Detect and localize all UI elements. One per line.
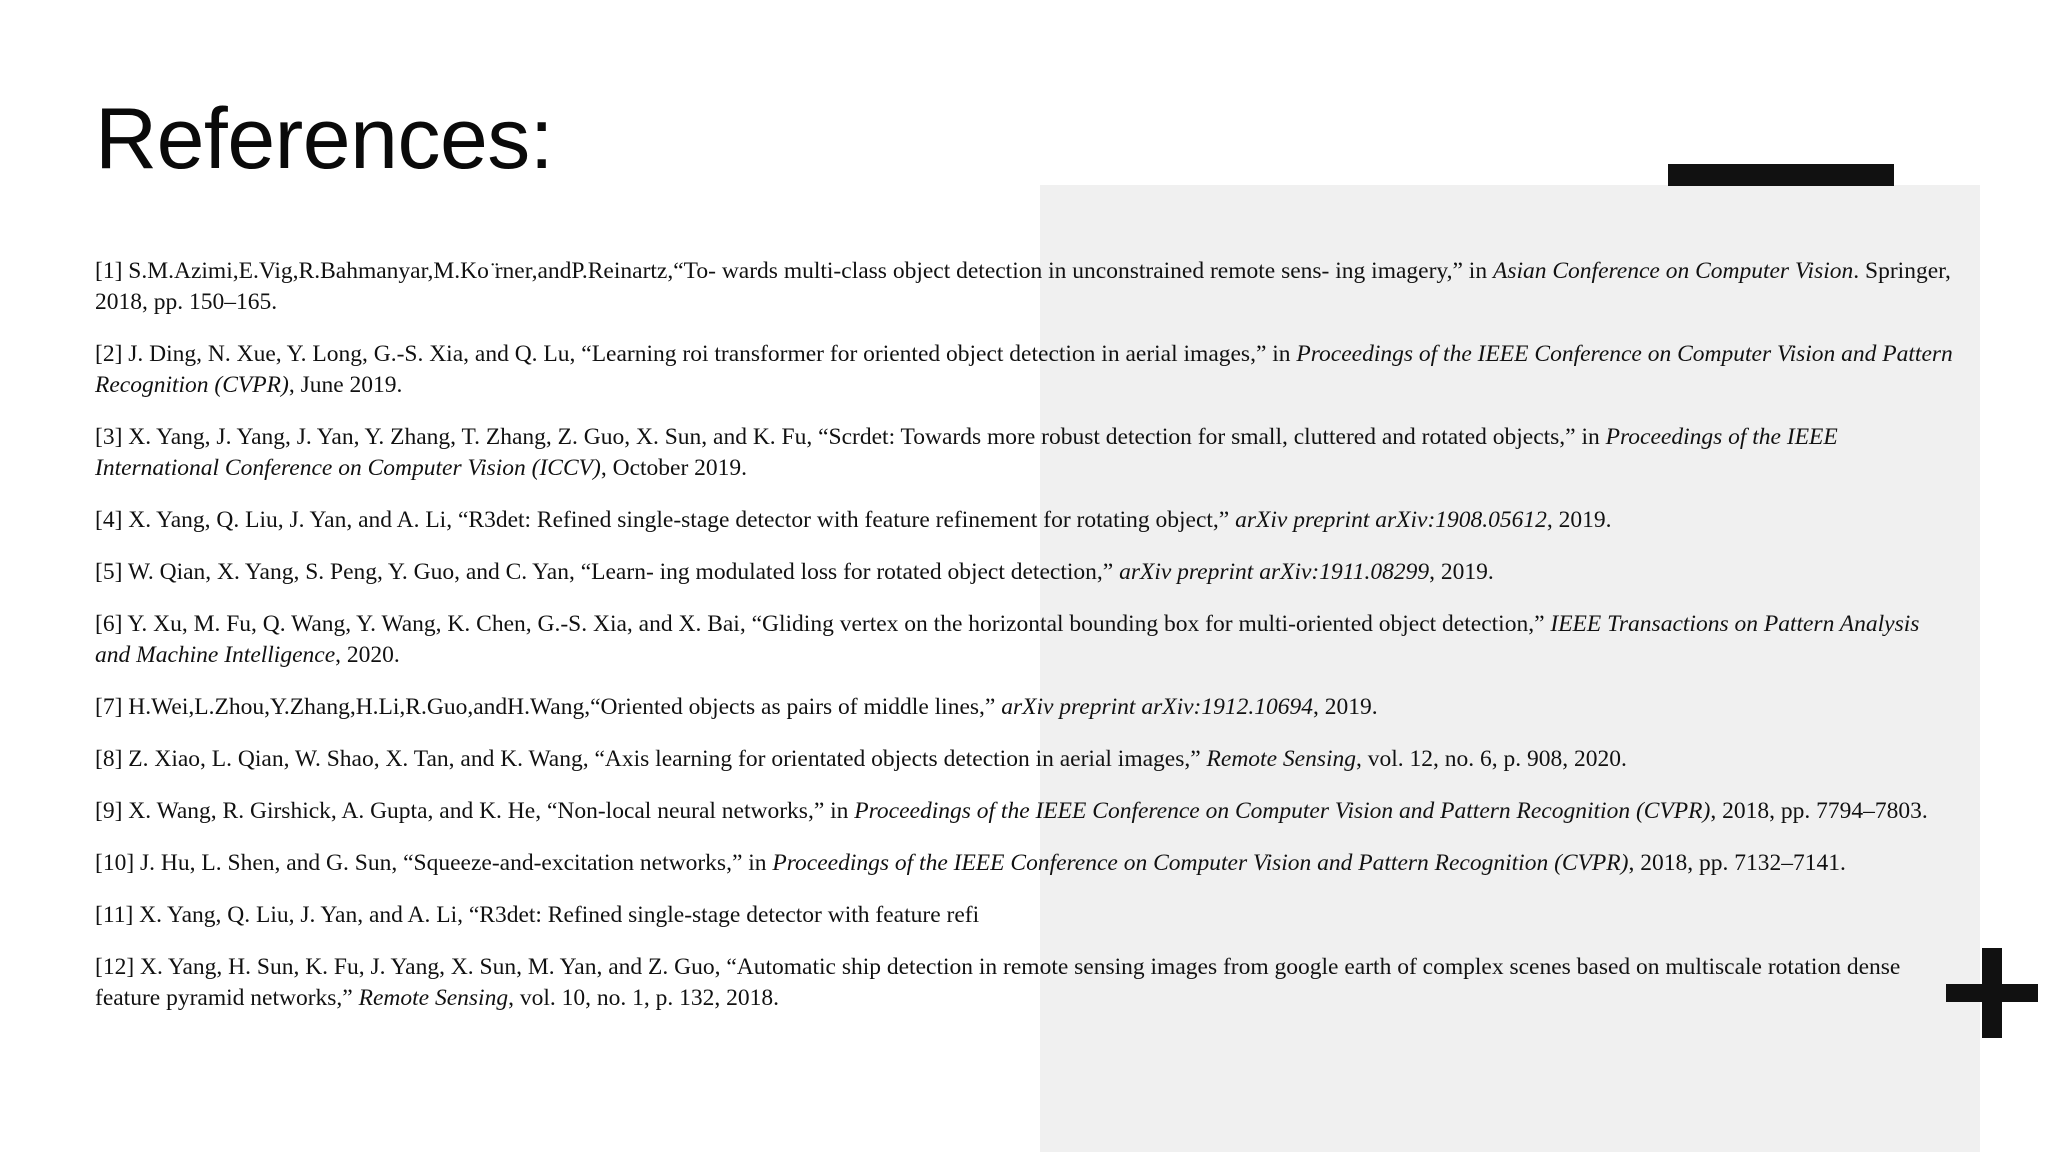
- reference-authors-title: [9] X. Wang, R. Girshick, A. Gupta, and K. He, “Non-local neural networks,” in: [95, 798, 855, 824]
- reference-item: [95, 609, 1955, 671]
- reference-authors-title: [12] X. Yang, H. Sun, K. Fu, J. Yang, X. Sun, M. Yan, and Z. Guo, “Automatic ship detection in remote sensing images from google earth of complex scenes based on multiscale rotation dense feature pyramid networks,”: [95, 954, 1901, 1011]
- plus-icon-vertical: [1982, 948, 2002, 1038]
- reference-venue: Proceedings of the IEEE Conference on Computer Vision and Pattern Recognition (CVPR): [95, 341, 1953, 398]
- reference-item: [95, 557, 1955, 588]
- reference-details: , October 2019.: [600, 455, 748, 481]
- reference-item: [95, 848, 1955, 879]
- reference-venue: Proceedings of the IEEE Conference on Computer Vision and Pattern Recognition (CVPR): [772, 850, 1629, 876]
- reference-authors-title: [4] X. Yang, Q. Liu, J. Yan, and A. Li, “R3det: Refined single-stage detector with feature refinement for rotating object,”: [95, 507, 1236, 533]
- reference-venue: arXiv preprint arXiv:1911.08299: [1119, 559, 1430, 585]
- reference-details: , 2019.: [1312, 694, 1378, 720]
- reference-item: [95, 900, 1955, 931]
- reference-item: [95, 422, 1955, 484]
- reference-authors-title: [11] X. Yang, Q. Liu, J. Yan, and A. Li, “R3det: Refined single-stage detector with feature refi: [95, 902, 980, 928]
- reference-authors-title: [2] J. Ding, N. Xue, Y. Long, G.-S. Xia, and Q. Lu, “Learning roi transformer for oriented object detection in aerial images,” in: [95, 341, 1297, 367]
- plus-icon: [1946, 948, 2038, 1038]
- reference-details: , June 2019.: [288, 372, 403, 398]
- reference-venue: Remote Sensing: [1206, 746, 1356, 772]
- reference-venue: IEEE Transactions on Pattern Analysis and Machine Intelligence: [95, 611, 1920, 668]
- reference-venue: Remote Sensing: [358, 985, 509, 1011]
- reference-item: [95, 256, 1955, 318]
- reference-item: [95, 796, 1955, 827]
- reference-details: , vol. 12, no. 6, p. 908, 2020.: [1356, 746, 1627, 772]
- reference-venue: Proceedings of the IEEE International Conference on Computer Vision (ICCV): [95, 424, 1838, 481]
- reference-item: [95, 692, 1955, 723]
- reference-authors-title: [3] X. Yang, J. Yang, J. Yan, Y. Zhang, T. Zhang, Z. Guo, X. Sun, and K. Fu, “Scrdet: Towards more robust detection for small, cluttered and rotated objects,” in: [95, 424, 1606, 450]
- reference-details: , 2018, pp. 7794–7803.: [1710, 798, 1928, 824]
- reference-details: . Springer, 2018, pp. 150–165.: [95, 258, 1951, 315]
- reference-details: , 2018, pp. 7132–7141.: [1628, 850, 1846, 876]
- reference-list: [95, 256, 1955, 1035]
- reference-item: [95, 339, 1955, 401]
- page-title: References:: [95, 91, 554, 187]
- reference-authors-title: [7] H.Wei,L.Zhou,Y.Zhang,H.Li,R.Guo,andH.Wang,“Oriented objects as pairs of middle lines,”: [95, 694, 1002, 720]
- reference-authors-title: [8] Z. Xiao, L. Qian, W. Shao, X. Tan, and K. Wang, “Axis learning for orientated objects detection in aerial images,”: [95, 746, 1207, 772]
- reference-venue: arXiv preprint arXiv:1912.10694: [1001, 694, 1313, 720]
- reference-details: , vol. 10, no. 1, p. 132, 2018.: [508, 985, 779, 1011]
- reference-venue: Asian Conference on Computer Vision: [1492, 258, 1854, 284]
- reference-details: , 2019.: [1546, 507, 1612, 533]
- reference-venue: arXiv preprint arXiv:1908.05612: [1235, 507, 1547, 533]
- reference-authors-title: [5] W. Qian, X. Yang, S. Peng, Y. Guo, and C. Yan, “Learn- ing modulated loss for rotated object detection,”: [95, 559, 1120, 585]
- accent-bar: [1668, 164, 1894, 186]
- reference-authors-title: [6] Y. Xu, M. Fu, Q. Wang, Y. Wang, K. Chen, G.-S. Xia, and X. Bai, “Gliding vertex on the horizontal bounding box for multi-oriented object detection,”: [95, 611, 1551, 637]
- reference-authors-title: [10] J. Hu, L. Shen, and G. Sun, “Squeeze-and-excitation networks,” in: [95, 850, 773, 876]
- reference-details: , 2019.: [1429, 559, 1494, 585]
- reference-item: [95, 952, 1955, 1014]
- reference-item: [95, 505, 1955, 536]
- reference-item: [95, 744, 1955, 775]
- reference-details: , 2020.: [335, 642, 400, 668]
- reference-venue: Proceedings of the IEEE Conference on Computer Vision and Pattern Recognition (CVPR): [854, 798, 1711, 824]
- reference-authors-title: [1] S.M.Azimi,E.Vig,R.Bahmanyar,M.Ko ̈rner,andP.Reinartz,“To- wards multi-class object detection in unconstrained remote sens- ing imagery,” in: [95, 258, 1493, 284]
